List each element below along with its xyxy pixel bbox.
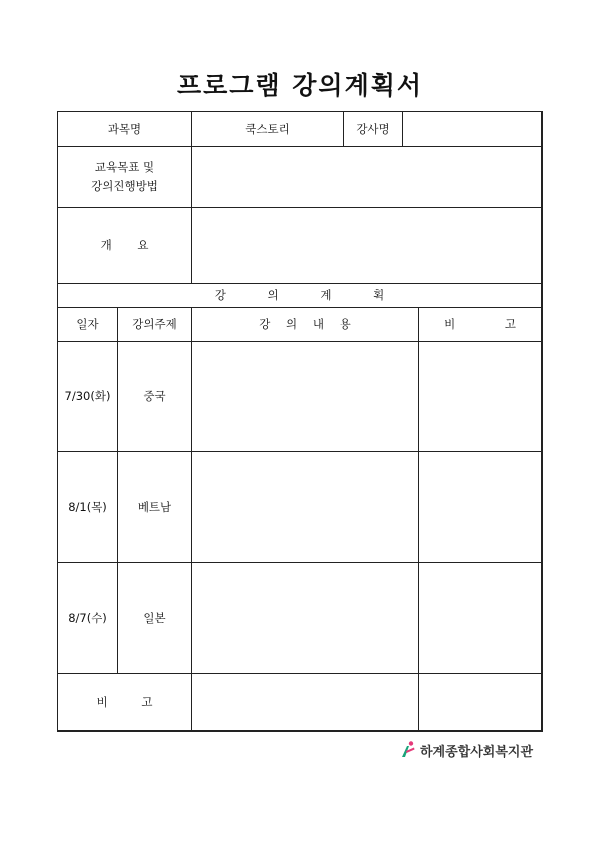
remarks-label: 비 고 <box>58 674 192 731</box>
objectives-value[interactable] <box>192 147 542 208</box>
overview-value[interactable] <box>192 208 542 284</box>
session-content[interactable] <box>192 563 419 674</box>
session-date: 7/30(화) <box>58 342 118 452</box>
course-name-value[interactable]: 쿡스토리 <box>192 112 344 147</box>
session-date: 8/7(수) <box>58 563 118 674</box>
column-content-header: 강 의 내 용 <box>192 308 419 342</box>
objectives-label: 교육목표 및 강의진행방법 <box>58 147 192 208</box>
session-note[interactable] <box>419 563 542 674</box>
session-note[interactable] <box>419 452 542 563</box>
plan-header: 강 의 계 획 <box>58 284 542 308</box>
lecture-plan-table <box>58 112 542 731</box>
session-topic: 중국 <box>118 342 192 452</box>
session-topic: 일본 <box>118 563 192 674</box>
organization-logo-icon <box>398 740 418 760</box>
session-date: 8/1(목) <box>58 452 118 563</box>
overview-label: 개 요 <box>58 208 192 284</box>
remarks-value[interactable] <box>192 674 419 731</box>
instructor-label: 강사명 <box>344 112 403 147</box>
column-date-header: 일자 <box>58 308 118 342</box>
column-note-header: 비 고 <box>419 308 542 342</box>
organization-footer <box>398 740 533 760</box>
session-content[interactable] <box>192 342 419 452</box>
session-content[interactable] <box>192 452 419 563</box>
session-note[interactable] <box>419 342 542 452</box>
course-name-label: 과목명 <box>58 112 192 147</box>
session-topic: 베트남 <box>118 452 192 563</box>
page-title: 프로그램 강의계획서 <box>176 71 424 100</box>
column-topic-header: 강의주제 <box>118 308 192 342</box>
instructor-value[interactable] <box>403 112 542 147</box>
organization-name: 하계종합사회복지관 <box>420 744 534 760</box>
remarks-note[interactable] <box>419 674 542 731</box>
